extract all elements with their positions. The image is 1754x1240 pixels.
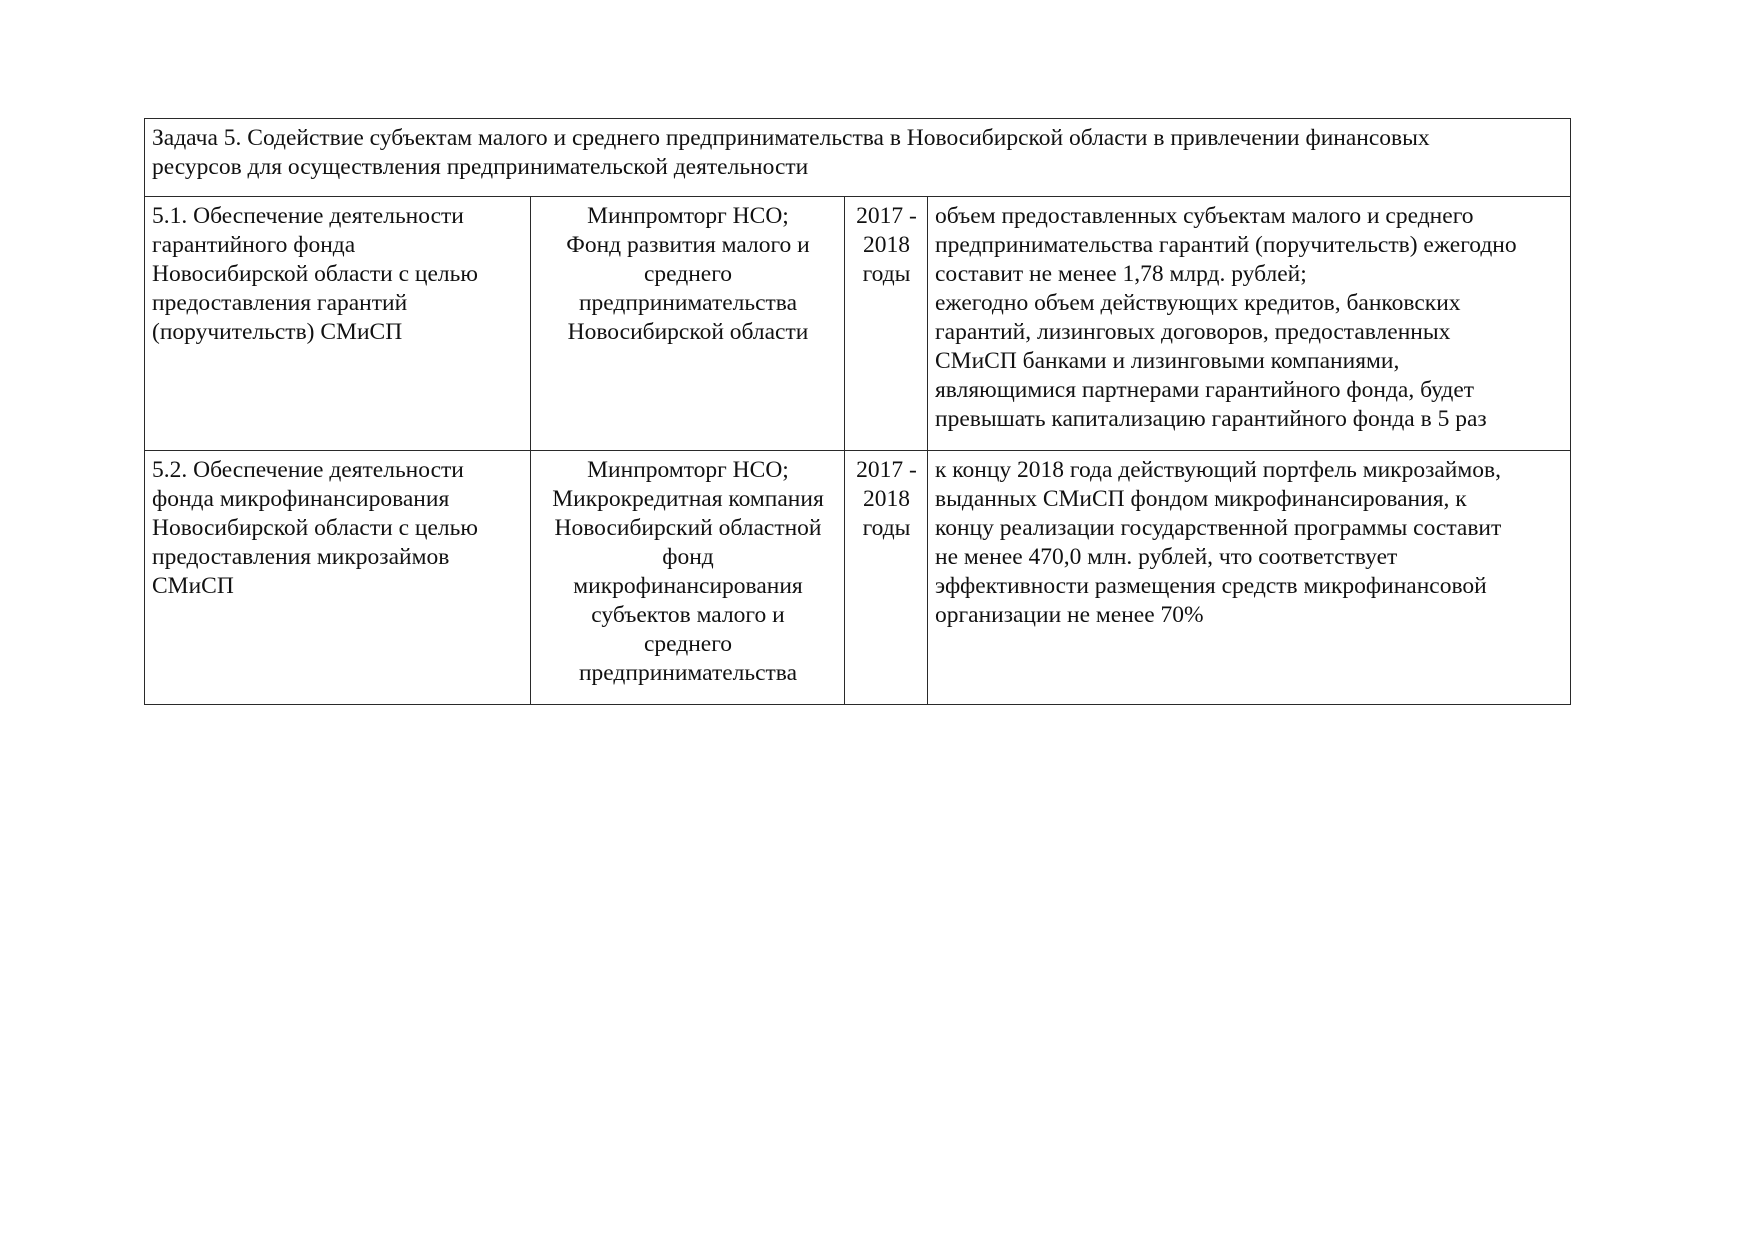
result-line: к концу 2018 года действующий портфель микрозаймов, — [935, 457, 1501, 483]
result-line: предпринимательства гарантий (поручительств) ежегодно — [935, 232, 1517, 258]
executor-cell — [531, 451, 845, 705]
period-line: 2017 - — [856, 457, 917, 483]
task-header-row — [145, 119, 1571, 197]
executor-line: Фонд развития малого и — [566, 232, 810, 258]
measure-line: Новосибирской области с целью — [152, 515, 478, 541]
result-cell — [928, 451, 1571, 705]
executor-line: среднего — [643, 261, 733, 287]
measure-line: (поручительств) СМиСП — [152, 319, 403, 345]
result-line: СМиСП банками и лизинговыми компаниями, — [935, 348, 1400, 374]
task-title-line: Задача 5. Содействие субъектам малого и среднего предпринимательства в Новосибирской области в привлечении финансовых — [152, 125, 1430, 151]
measure-line: предоставления микрозаймов — [152, 544, 450, 570]
result-line: эффективности размещения средств микрофинансовой — [935, 573, 1487, 599]
program-measures-table — [144, 118, 1571, 705]
period-line: годы — [862, 515, 911, 541]
executor-line: Микрокредитная компания — [552, 486, 824, 512]
measure-line: фонда микрофинансирования — [152, 486, 450, 512]
result-line: составит не менее 1,78 млрд. рублей; — [935, 261, 1307, 287]
result-line: ежегодно объем действующих кредитов, банковских — [935, 290, 1461, 316]
measure-line: 5.2. Обеспечение деятельности — [152, 457, 464, 483]
period-line: 2017 - — [856, 203, 917, 229]
executor-line: Новосибирский областной — [554, 515, 822, 541]
executor-line: фонд — [662, 544, 714, 570]
task-title-cell — [145, 119, 1571, 197]
period-line: годы — [862, 261, 911, 287]
executor-line: Новосибирской области — [567, 319, 809, 345]
period-cell — [845, 197, 928, 451]
result-line: выданных СМиСП фондом микрофинансирования, к — [935, 486, 1467, 512]
executor-line: среднего — [643, 631, 733, 657]
result-line: организации не менее 70% — [935, 602, 1204, 628]
executor-line: микрофинансирования — [573, 573, 803, 599]
measure-line: СМиСП — [152, 573, 234, 599]
period-line: 2018 — [863, 486, 910, 512]
measure-line: 5.1. Обеспечение деятельности — [152, 203, 464, 229]
result-cell — [928, 197, 1571, 451]
measure-cell — [145, 451, 531, 705]
result-line: не менее 470,0 млн. рублей, что соответствует — [935, 544, 1398, 570]
measure-line: Новосибирской области с целью — [152, 261, 478, 287]
executor-line: Минпромторг НСО; — [587, 457, 789, 483]
period-line: 2018 — [863, 232, 910, 258]
result-line: являющимися партнерами гарантийного фонда, будет — [935, 377, 1475, 403]
task-title-line: ресурсов для осуществления предпринимательской деятельности — [152, 154, 809, 180]
executor-line: Минпромторг НСО; — [587, 203, 789, 229]
executor-cell — [531, 197, 845, 451]
result-line: превышать капитализацию гарантийного фонда в 5 раз — [935, 406, 1487, 432]
executor-line: предпринимательства — [578, 660, 798, 686]
measure-line: предоставления гарантий — [152, 290, 408, 316]
executor-line: предпринимательства — [578, 290, 798, 316]
executor-line: субъектов малого и — [591, 602, 785, 628]
result-line: концу реализации государственной программы составит — [935, 515, 1502, 541]
measure-line: гарантийного фонда — [152, 232, 356, 258]
period-cell — [845, 451, 928, 705]
table-row — [145, 197, 1571, 451]
table-row — [145, 451, 1571, 705]
result-line: гарантий, лизинговых договоров, предоставленных — [935, 319, 1451, 345]
result-line: объем предоставленных субъектам малого и среднего — [935, 203, 1474, 229]
measure-cell — [145, 197, 531, 451]
